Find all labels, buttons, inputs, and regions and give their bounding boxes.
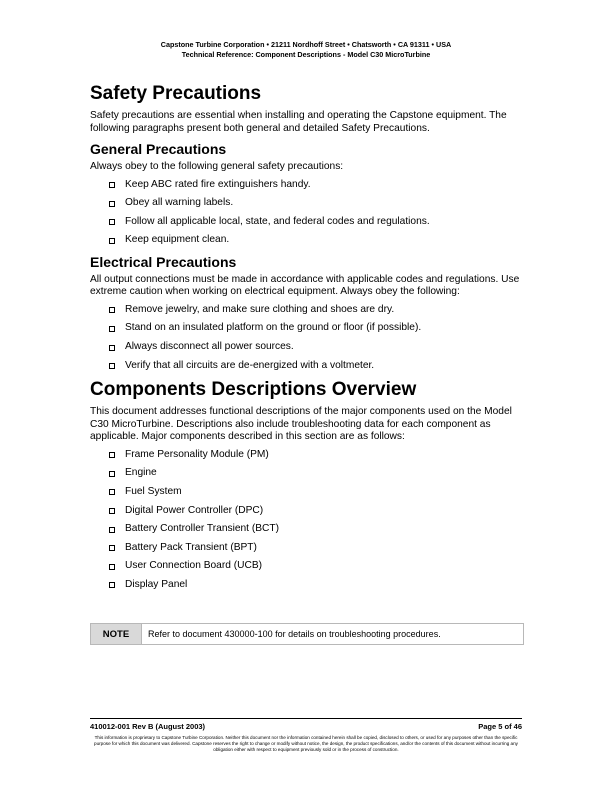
page-header: [0, 40, 612, 60]
list-item: [90, 341, 522, 360]
footer-page-number: Page 5 of 46: [478, 722, 522, 731]
list-item-text: Follow all applicable local, state, and federal codes and regulations.: [125, 215, 430, 227]
list-item-text: Stand on an insulated platform on the ground or floor (if possible).: [125, 322, 422, 334]
list-item: [90, 322, 522, 341]
general-heading: General Precautions: [90, 141, 227, 157]
checkbox-bullet-icon: [109, 527, 115, 533]
checkbox-bullet-icon: [109, 219, 115, 225]
footer-disclaimer: This information is proprietary to Capstone Turbine Corporation. Neither this document nor the information contained herein shall be copied, disclosed to others, or used for any purposes other than the specific purpose for which this document was delivered. Capstone reserves the right to change or modify without notice, the design, the product specifications, and/or the contents of this document without incurring any obligation either with respect to equipment previously sold or in the process of construction.: [94, 735, 518, 753]
note-box: [90, 623, 524, 645]
list-item: [90, 449, 522, 468]
checkbox-bullet-icon: [109, 201, 115, 207]
safety-heading: Safety Precautions: [90, 83, 262, 104]
list-item: [90, 486, 522, 505]
list-item: [90, 197, 522, 216]
checkbox-bullet-icon: [109, 545, 115, 551]
list-item-text: Fuel System: [125, 485, 182, 497]
list-item-text: Remove jewelry, and make sure clothing and shoes are dry.: [125, 303, 395, 315]
checkbox-bullet-icon: [109, 452, 115, 458]
list-item: [90, 505, 522, 524]
list-item: [90, 467, 522, 486]
components-list: [90, 449, 522, 598]
header-company-line: Capstone Turbine Corporation • 21211 Nordhoff Street • Chatsworth • CA 91311 • USA: [160, 40, 452, 49]
overview-intro: This document addresses functional descriptions of the major components used on the Model C30 MicroTurbine. Descriptions also include troubleshooting data for each component as applicable. Major components described in this section are as follows:: [90, 406, 512, 443]
list-item: [90, 304, 522, 323]
note-text: Refer to document 430000-100 for details on troubleshooting procedures.: [148, 629, 441, 639]
footer-doc-id: 410012-001 Rev B (August 2003): [90, 722, 206, 731]
list-item-text: User Connection Board (UCB): [125, 560, 263, 572]
note-label: NOTE: [91, 624, 142, 644]
general-intro: Always obey to the following general safety precautions:: [90, 161, 344, 172]
electrical-intro: All output connections must be made in accordance with applicable codes and regulations. Use extreme caution when working on electrical equipment. Always obey the following:: [90, 273, 520, 298]
checkbox-bullet-icon: [109, 508, 115, 514]
checkbox-bullet-icon: [109, 307, 115, 313]
checkbox-bullet-icon: [109, 345, 115, 351]
list-item: [90, 216, 522, 235]
list-item-text: Frame Personality Module (PM): [125, 448, 269, 460]
list-item-text: Verify that all circuits are de-energized with a voltmeter.: [125, 359, 375, 371]
general-list: [90, 179, 522, 253]
checkbox-bullet-icon: [109, 182, 115, 188]
footer-divider: [90, 718, 522, 719]
electrical-list: [90, 304, 522, 378]
checkbox-bullet-icon: [109, 238, 115, 244]
list-item: [90, 179, 522, 198]
header-title-line: Technical Reference: Component Descriptions - Model C30 MicroTurbine: [181, 50, 431, 59]
list-item: [90, 523, 522, 542]
list-item-text: Digital Power Controller (DPC): [125, 504, 264, 516]
list-item: [90, 560, 522, 579]
list-item-text: Keep equipment clean.: [125, 234, 230, 246]
checkbox-bullet-icon: [109, 582, 115, 588]
safety-intro: Safety precautions are essential when installing and operating the Capstone equipment. The following paragraphs present both general and detailed Safety Precautions.: [90, 110, 507, 134]
list-item-text: Battery Pack Transient (BPT): [125, 541, 257, 553]
list-item-text: Keep ABC rated fire extinguishers handy.: [125, 178, 311, 190]
list-item: [90, 360, 522, 379]
checkbox-bullet-icon: [109, 363, 115, 369]
list-item: [90, 234, 522, 253]
list-item: [90, 542, 522, 561]
checkbox-bullet-icon: [109, 471, 115, 477]
list-item-text: Engine: [125, 467, 157, 479]
list-item-text: Always disconnect all power sources.: [125, 341, 294, 353]
electrical-heading: Electrical Precautions: [90, 253, 237, 270]
list-item-text: Battery Controller Transient (BCT): [125, 523, 279, 535]
checkbox-bullet-icon: [109, 326, 115, 332]
list-item: [90, 579, 522, 598]
list-item-text: Display Panel: [125, 578, 188, 590]
list-item-text: Obey all warning labels.: [125, 197, 234, 209]
checkbox-bullet-icon: [109, 564, 115, 570]
checkbox-bullet-icon: [109, 489, 115, 495]
main-content: [90, 82, 522, 598]
overview-heading: Components Descriptions Overview: [90, 379, 417, 401]
